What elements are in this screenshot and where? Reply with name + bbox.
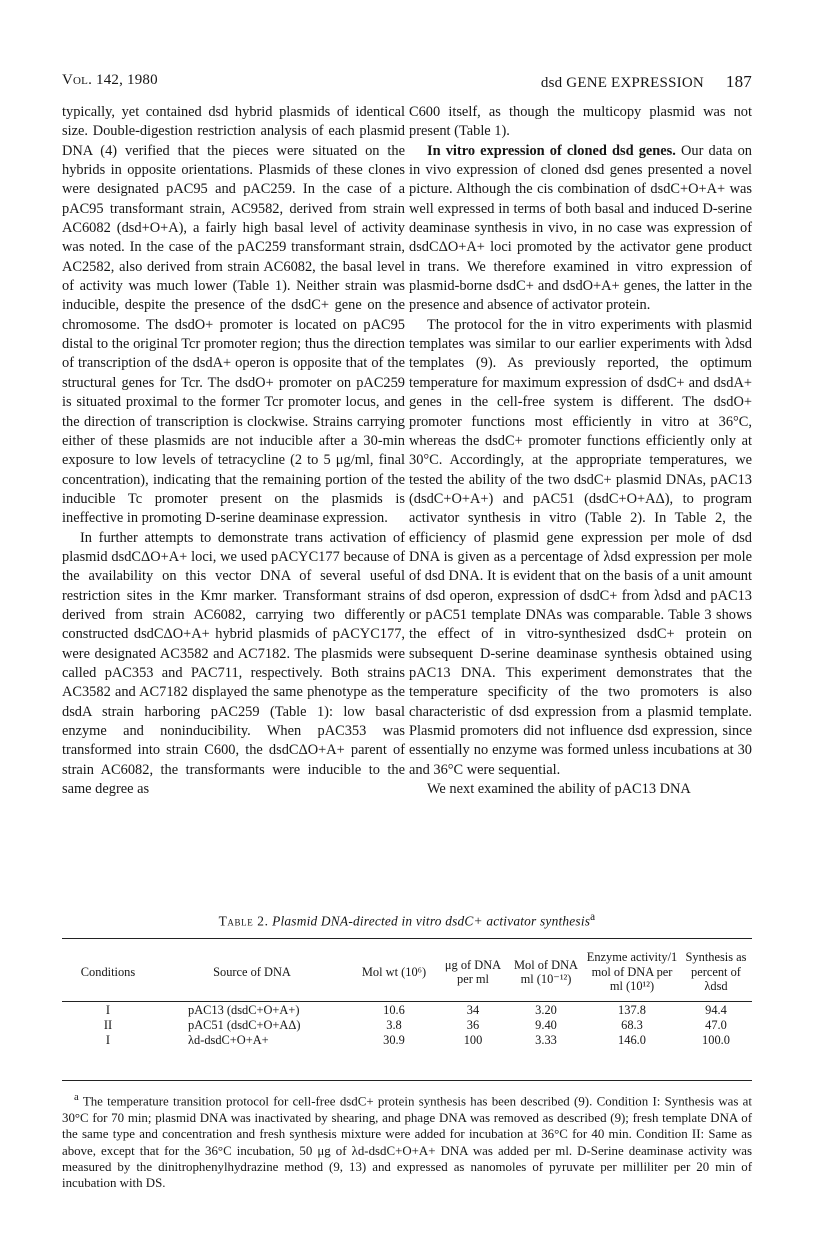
table-title: Plasmid DNA-directed in vitro dsdC+ activator synthesis: [272, 913, 591, 929]
col-header-mol-wt: Mol wt (10⁶): [361, 964, 427, 979]
cell-mol-wt: 30.9: [383, 1033, 405, 1048]
running-title: dsd GENE EXPRESSION: [540, 75, 704, 91]
cell-synthesis: 94.4: [705, 1003, 727, 1018]
cell-ug-dna: 36: [466, 1018, 480, 1033]
left-paragraph-1: typically, yet contained dsd hybrid plasmids of identical size. Double-digestion restriction analysis of each plasmid DNA (4) verified that the pieces were situated on the hybrids in opposite orientations. Plasmids of these clones were designated pAC95 and pAC259. In the case of a pAC95 transformant strain, AC9582, derived from strain AC6082 (dsd+O+A), a fairly high basal level of activity was noted. In the case of the pAC259 transformant strain, AC2582, also derived from strain AC6082, the basal level of activity was much lower (Table 1). Neither strain was inducible, despite the presence of the dsdC+ gene on the chromosome. The dsdO+ promoter is located on pAC95 distal to the original Tcr promoter region; thus the direction of transcription of the dsdA+ operon is opposite that of the structural genes for Tcr. The dsdO+ promoter on pAC259 is situated proximal to the former Tcr promoter locus, and the direction of transcription is clockwise. Strains carrying either of these plasmids are not inducible after a 30-min exposure to low levels of tetracycline (2 to 5 μg/ml, final concentration), indicating that the remaining portion of the inducible Tc promoter present on the plasmids is ineffective in promoting D-serine deaminase expression.: [62, 104, 405, 527]
col-header-enzyme-activity: Enzyme activity/1 mol of DNA per ml (10¹²): [586, 950, 678, 994]
journal-volume: Vol. 142, 1980: [62, 72, 158, 88]
data-table: [62, 944, 752, 1048]
cell-enzyme-activity: 146.0: [618, 1033, 646, 1048]
table-label: Table 2.: [218, 913, 269, 929]
col-header-source: Source of DNA: [213, 964, 291, 979]
cell-mol-wt: 3.8: [386, 1018, 402, 1033]
cell-synthesis: 47.0: [705, 1018, 727, 1033]
page-number: 187: [725, 72, 752, 91]
right-paragraph-4: We next examined the ability of pAC13 DNA: [427, 781, 691, 798]
col-header-conditions: Conditions: [80, 964, 136, 979]
cell-mol-wt: 10.6: [383, 1003, 405, 1018]
table-caption: [62, 911, 752, 929]
col-header-synthesis-percent: Synthesis as percent of λdsd: [685, 950, 747, 994]
running-title-group: [541, 72, 752, 92]
running-head: [62, 72, 752, 96]
left-column: [62, 103, 405, 799]
table-caption-mark: a: [590, 911, 596, 923]
table-top-rule: [62, 938, 752, 939]
cell-mol-dna: 9.40: [535, 1018, 557, 1033]
cell-mol-dna: 3.20: [535, 1003, 557, 1018]
footnote-mark: a: [74, 1091, 79, 1103]
cell-enzyme-activity: 68.3: [621, 1018, 643, 1033]
cell-source: λd-dsdC+O+A+: [188, 1033, 269, 1048]
section-heading: In vitro expression of cloned dsd genes.: [427, 142, 676, 159]
right-paragraph-3: The protocol for the in vitro experiments with plasmid templates was similar to our earlier experiments with λdsd templates (9). As previously reported, the optimum temperature for maximum expression of dsdC+ and dsdA+ genes in the cell-free system is different. The dsdO+ promoter functions most efficiently in vitro at 36°C, whereas the dsdC+ promoter functions efficiently only at 30°C. Accordingly, at the appropriate temperatures, we tested the ability of the two dsdC+ plasmid DNAs, pAC13 (dsdC+O+A+) and pAC51 (dsdC+O+AΔ), to program activator synthesis in vitro (Table 2). In Table 2, the efficiency of plasmid gene expression per mole of dsd DNA is given as a percentage of λdsd expression per mole of dsd DNA. It is evident that on the basis of a unit amount of dsd operon, expression of dsdC+ from λdsd and pAC13 or pAC51 template DNAs was comparable. Table 3 shows the effect of in vitro-synthesized dsdC+ protein on subsequent D-serine deaminase synthesis obtained using pAC13 DNA. This experiment demonstrates that the temperature specificity of the two promoters is also characteristic of dsd expression from a plasmid template. Plasmid promoters did not influence dsd expression, since essentially no enzyme was formed unless incubations at 30 and 36°C were sequential.: [409, 316, 752, 778]
col-header-mol-dna: Mol of DNA ml (10⁻¹²): [513, 957, 579, 986]
cell-condition: I: [105, 1033, 111, 1048]
cell-condition: I: [105, 1003, 111, 1018]
cell-synthesis: 100.0: [702, 1033, 730, 1048]
cell-mol-dna: 3.33: [535, 1033, 557, 1048]
col-header-ug-dna: μg of DNA per ml: [444, 957, 502, 986]
table-row: [62, 1018, 752, 1033]
cell-source: pAC51 (dsdC+O+AΔ): [188, 1018, 301, 1033]
right-paragraph-1: C600 itself, as though the multicopy plasmid was not present (Table 1).: [409, 104, 752, 140]
cell-condition: II: [103, 1018, 113, 1033]
right-column: [409, 103, 752, 799]
right-paragraph-2: Our data on in vivo expression of cloned dsd genes presented a novel picture. Although the cis combination of dsdC+O+A+ was well expressed in terms of both basal and induced D-serine deaminase synthesis in vivo, in no case was expression of dsdCΔO+A+ loci promoted by the activator gene product in trans. We therefore examined in vitro expression of plasmid-borne dsdC+ and dsdO+A+ genes, the latter in the presence and absence of activator protein.: [409, 142, 752, 314]
table-bottom-rule: [62, 1080, 752, 1081]
cell-enzyme-activity: 137.8: [618, 1003, 646, 1018]
cell-source: pAC13 (dsdC+O+A+): [188, 1003, 300, 1018]
footnote-text: The temperature transition protocol for cell-free dsdC+ protein synthesis has been described (9). Condition I: Synthesis was at 30°C for 70 min; plasmid DNA was inactivated by shearing, and phage DNA was removed as described (9); fresh template DNA of the same type and concentration and fresh synthesis mixture were added for incubation at 36°C for 40 min. Condition II: Same as above, except that for the 36°C incubation, 50 μg of λd-dsdC+O+A+ DNA was added per ml. D-Serine deaminase activity was measured by the dinitrophenylhydrazine method (9, 13) and expressed as nanomoles of pyruvate per milliliter per 20 min of incubation with DS.: [62, 1094, 752, 1191]
table-row: [62, 1033, 752, 1048]
table-footnote: [62, 1089, 752, 1192]
cell-ug-dna: 100: [463, 1033, 483, 1048]
cell-ug-dna: 34: [466, 1003, 480, 1018]
table-row: [62, 1003, 752, 1018]
table-header-row: [62, 944, 752, 1000]
section-paragraph: [409, 142, 752, 316]
left-paragraph-2: In further attempts to demonstrate trans activation of plasmid dsdCΔO+A+ loci, we used pACYC177 because of the availability on this vector DNA of several useful restriction sites in the Kmr marker. Transformant strains derived from strain AC6082, carrying two differently constructed dsdCΔO+A+ hybrid plasmids of pACYC177, were designated AC3582 and AC7182. The plasmids were called pAC353 and PAC711, respectively. Both strains AC3582 and AC7182 displayed the same phenotype as the dsdA strain harboring pAC259 (Table 1): low basal enzyme and noninducibility. When pAC353 was transformed into strain C600, the dsdCΔO+A+ parent of strain AC6082, the transformants were inducible to the same degree as: [62, 529, 405, 798]
